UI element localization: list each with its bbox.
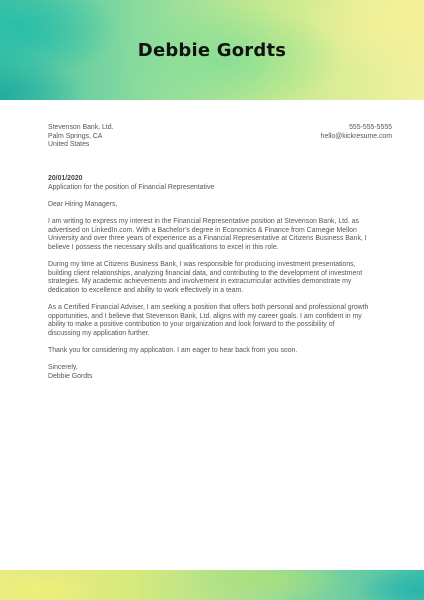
paragraph-line: During my time at Citizens Business Bank, I was responsible for producing investment presentations, bbox=[48, 260, 356, 268]
paragraph-line: I am writing to express my interest in the Financial Representative position at Stevenson Bank, Ltd. as bbox=[48, 217, 360, 225]
letter-closing: Sincerely, bbox=[48, 364, 78, 372]
paragraph-line: dedication to excellence and ability to work effectively in a team. bbox=[48, 286, 244, 294]
footer-banner bbox=[0, 570, 424, 600]
applicant-name: Debbie Gordts bbox=[137, 40, 287, 61]
paragraph-line: advertised on LinkedIn.com. With a Bachelor’s degree in Economics & Finance from Carnegie Mellon bbox=[48, 226, 357, 234]
contact-info bbox=[321, 124, 392, 141]
phone-number: 555-555-5555 bbox=[349, 124, 392, 131]
recipient-address bbox=[48, 124, 114, 150]
paragraph-line: University and over three years of experience as a Financial Representative at Citizens Business Bank, I bbox=[48, 235, 367, 243]
header-banner bbox=[0, 0, 424, 100]
paragraph-line: ability to make a positive contribution to your organization and look forward to the possibility of bbox=[48, 321, 335, 329]
letter-greeting: Dear Hiring Managers, bbox=[48, 200, 118, 208]
paragraph-line: opportunities, and I believe that Stevenson Bank, Ltd. aligns with my career goals. I am confident in my bbox=[48, 312, 362, 320]
paragraph-2 bbox=[48, 261, 392, 295]
recipient-company: Stevenson Bank, Ltd. bbox=[48, 124, 114, 131]
paragraph-4: Thank you for considering my application. I am eager to hear back from you soon. bbox=[48, 346, 298, 354]
paragraph-line: As a Certified Financial Adviser, I am seeking a position that offers both personal and professional growth bbox=[48, 303, 369, 311]
letter-subject: Application for the position of Financial Representative bbox=[48, 183, 215, 191]
email-address[interactable]: hello@kickresume.com bbox=[320, 132, 392, 140]
recipient-city: Palm Springs, CA bbox=[48, 132, 103, 140]
letter-body bbox=[48, 175, 392, 381]
letter-signature: Debbie Gordts bbox=[48, 372, 93, 380]
paragraph-line: believe I possess the necessary skills and qualifications to excel in this role. bbox=[48, 243, 279, 251]
paragraph-3 bbox=[48, 304, 392, 338]
paragraph-line: strategies. My academic achievements and involvement in extracurricular activities demonstrate my bbox=[48, 278, 352, 286]
recipient-country: United States bbox=[48, 141, 90, 149]
paragraph-line: discussing my application further. bbox=[48, 329, 150, 337]
paragraph-line: building client relationships, analyzing financial data, and contributing to the development of investment bbox=[48, 269, 363, 277]
paragraph-1 bbox=[48, 218, 392, 252]
letter-date: 20/01/2020 bbox=[48, 175, 83, 182]
